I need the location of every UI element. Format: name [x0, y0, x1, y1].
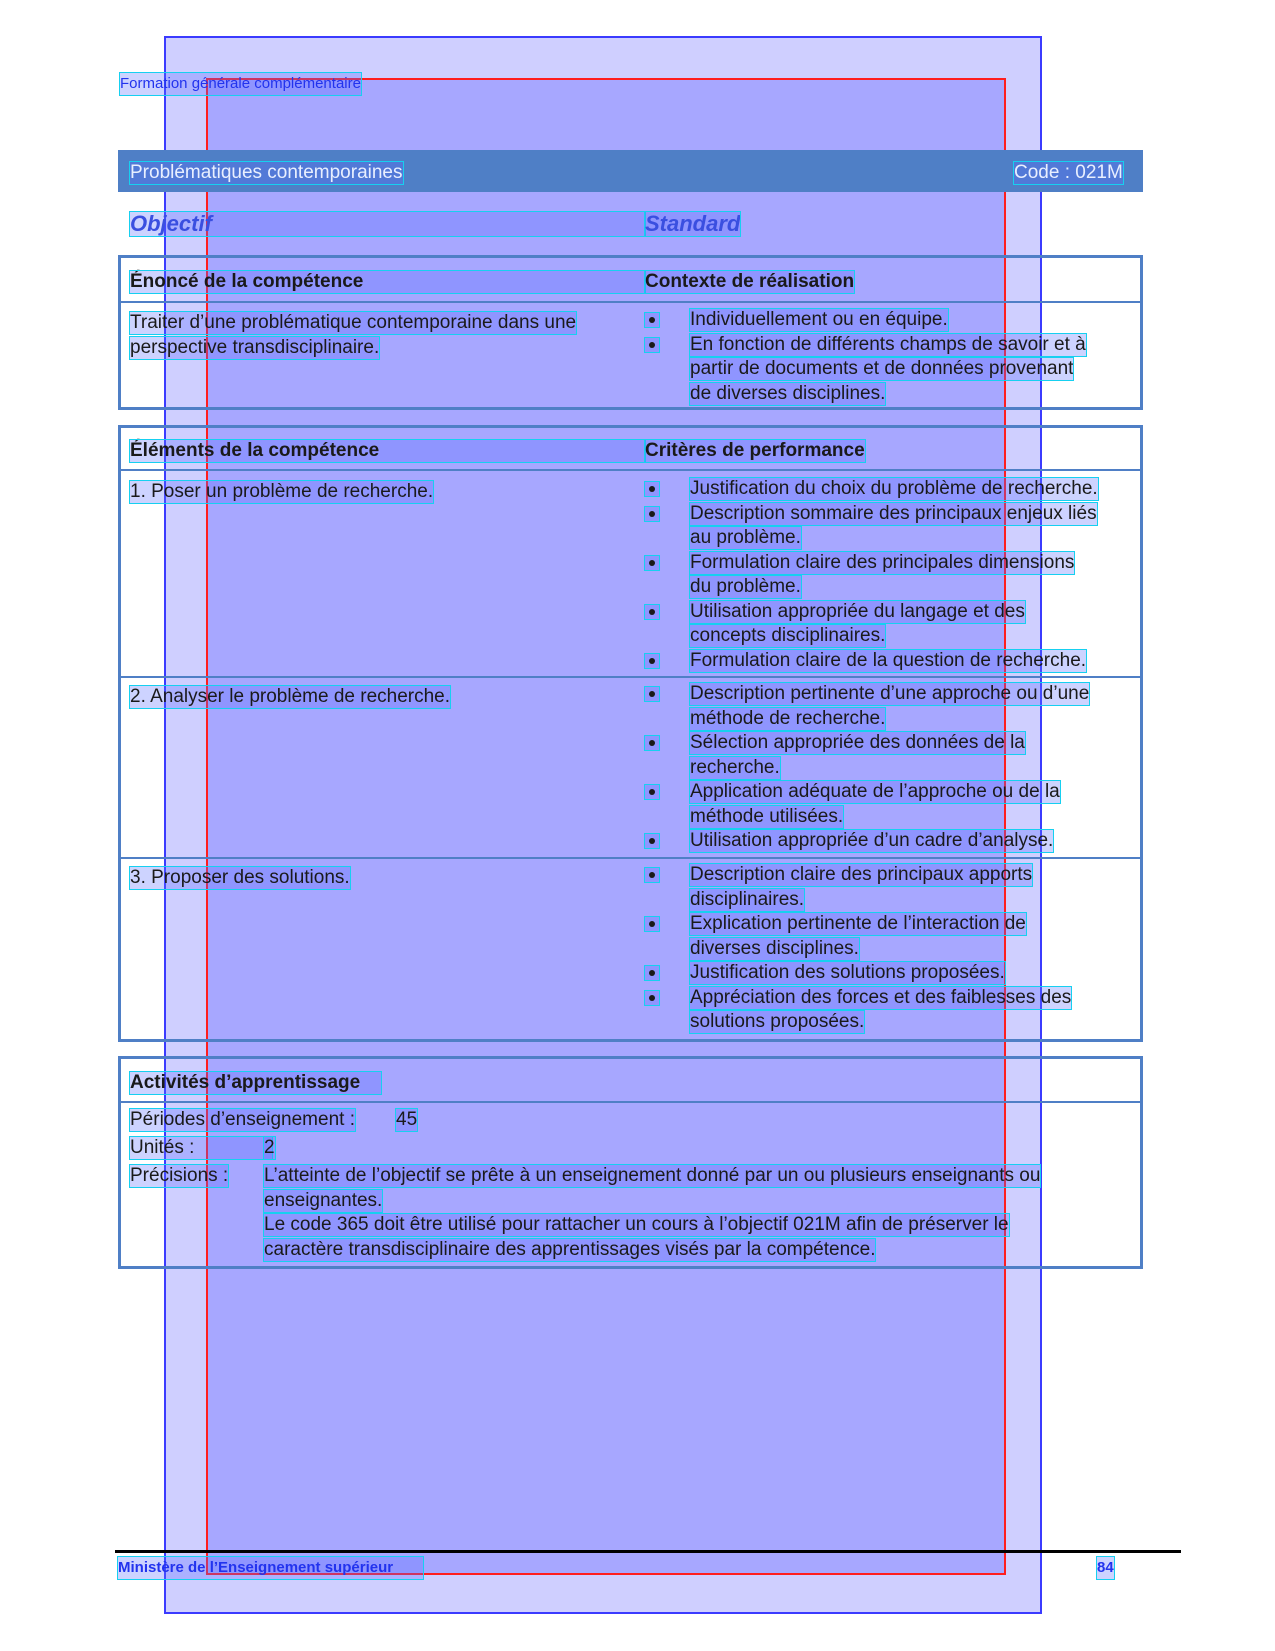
bullet-icon	[645, 966, 659, 980]
precision-line: Le code 365 doit être utilisé pour rattacher un cours à l’objectif 021M afin de préserver le	[264, 1214, 1009, 1235]
competence-divider	[118, 301, 1143, 303]
criterion-line: Utilisation appropriée d’un cadre d’analyse.	[690, 830, 1054, 851]
context-item-line: partir de documents et de données provenant	[690, 358, 1074, 379]
precision-line: enseignantes.	[264, 1189, 383, 1211]
units-value: 2	[264, 1137, 275, 1158]
bullet-icon	[645, 991, 659, 1005]
footer-rule	[115, 1550, 1181, 1553]
criterion-line: Justification des solutions proposées.	[690, 962, 1005, 983]
periods-label: Périodes d’enseignement :	[130, 1109, 355, 1130]
criterion-line: Description pertinente d’une approche ou d’une	[690, 683, 1090, 704]
context-header: Contexte de réalisation	[645, 271, 855, 292]
criterion-line: Formulation claire des principales dimensions	[690, 551, 1075, 573]
criterion-line: solutions proposées.	[690, 1011, 865, 1032]
criterion-line: concepts disciplinaires.	[690, 625, 886, 646]
element-label: 3. Proposer des solutions.	[130, 867, 350, 888]
bullet-icon	[645, 736, 659, 750]
bullet-icon	[645, 313, 659, 327]
precision-line: L’atteinte de l’objectif se prête à un enseignement donné par un ou plusieurs enseignants ou	[264, 1165, 1041, 1186]
competence-statement-line: perspective transdisciplinaire.	[130, 336, 380, 358]
bullet-icon	[645, 338, 659, 352]
units-label: Unités :	[130, 1137, 272, 1159]
criterion-line: disciplinaires.	[690, 888, 805, 910]
criterion-line: méthode de recherche.	[690, 707, 886, 729]
context-item-line: En fonction de différents champs de savoir et à	[690, 333, 1086, 355]
activities-header: Activités d’apprentissage	[130, 1072, 381, 1094]
elements-header-divider	[118, 469, 1143, 471]
criterion-line: méthode utilisées.	[690, 805, 844, 827]
precisions-label: Précisions :	[130, 1165, 229, 1186]
criterion-line: Utilisation appropriée du langage et des	[690, 600, 1025, 622]
elements-header: Éléments de la compétence	[130, 440, 645, 462]
precision-line: caractère transdisciplinaire des apprentissages visés par la compétence.	[264, 1238, 876, 1260]
footer-page-number: 84	[1097, 1557, 1114, 1579]
element-label: 1. Poser un problème de recherche.	[130, 481, 434, 502]
competence-statement-header: Énoncé de la compétence	[130, 271, 645, 293]
elements-row-divider-2	[118, 857, 1143, 859]
bullet-icon	[645, 507, 659, 521]
bullet-icon	[645, 605, 659, 619]
context-item-line: Individuellement ou en équipe.	[690, 309, 948, 330]
criterion-line: Justification du choix du problème de recherche.	[690, 478, 1098, 499]
footer-ministry: Ministère de l’Enseignement supérieur	[118, 1557, 423, 1579]
bullet-icon	[645, 654, 659, 668]
section-label: Formation générale complémentaire	[120, 73, 361, 95]
bullet-icon	[645, 868, 659, 882]
criterion-line: diverses disciplines.	[690, 937, 859, 959]
criterion-line: Description claire des principaux apports	[690, 864, 1033, 885]
criterion-line: recherche.	[690, 756, 780, 778]
course-title: Problématiques contemporaines	[130, 162, 403, 183]
criterion-line: Appréciation des forces et des faiblesses des	[690, 986, 1072, 1008]
criterion-line: Sélection appropriée des données de la	[690, 732, 1025, 753]
criteria-header: Critères de performance	[645, 440, 865, 461]
objectif-heading: Objectif	[130, 212, 645, 236]
criterion-line: du problème.	[690, 576, 801, 597]
activities-divider	[118, 1101, 1143, 1103]
elements-row-divider-1	[118, 676, 1143, 678]
criterion-line: Explication pertinente de l’interaction de	[690, 913, 1026, 934]
bullet-icon	[645, 687, 659, 701]
bullet-icon	[645, 556, 659, 570]
criterion-line: au problème.	[690, 527, 801, 548]
element-label: 2. Analyser le problème de recherche.	[130, 686, 451, 707]
bullet-icon	[645, 917, 659, 931]
context-item-line: de diverses disciplines.	[690, 382, 886, 404]
criterion-line: Formulation claire de la question de recherche.	[690, 649, 1087, 671]
bullet-icon	[645, 482, 659, 496]
course-code: Code : 021M	[1014, 162, 1123, 183]
bullet-icon	[645, 785, 659, 799]
bullet-icon	[645, 834, 659, 848]
competence-statement-line: Traiter d’une problématique contemporaine dans une	[130, 312, 577, 333]
criterion-line: Application adéquate de l’approche ou de la	[690, 781, 1060, 802]
periods-value: 45	[396, 1109, 418, 1130]
criterion-line: Description sommaire des principaux enjeux liés	[690, 502, 1097, 524]
standard-heading: Standard	[645, 211, 741, 236]
